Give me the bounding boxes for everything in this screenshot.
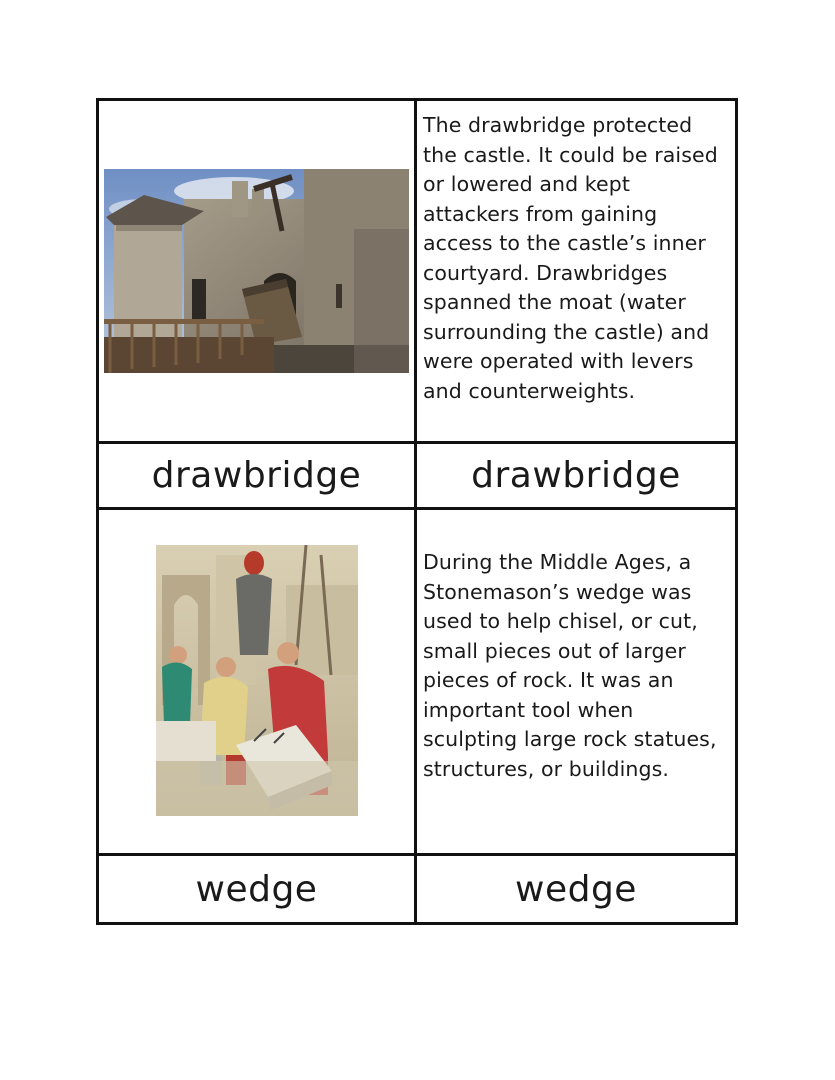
drawbridge-picture-cell — [99, 101, 417, 444]
wedge-description-cell — [417, 510, 735, 856]
wedge-picture-cell — [99, 510, 417, 856]
drawbridge-label-right: drawbridge — [471, 455, 681, 496]
drawbridge-label-left: drawbridge — [151, 455, 362, 496]
wedge-label-right: wedge — [515, 868, 637, 910]
wedge-label-cell-right — [417, 856, 735, 922]
castle-drawbridge-photo-icon — [104, 169, 409, 373]
drawbridge-label-cell-left — [99, 444, 417, 510]
three-part-cards-sheet — [96, 98, 738, 925]
stonemasons-painting-icon — [156, 545, 358, 816]
wedge-description: During the Middle Ages, a Stonemason’s wedge was used to help chisel, or cut, small pieces out of larger pieces of rock. It was an important tool when sculpting large rock statues, structures, or buildings. — [423, 550, 717, 781]
wedge-label-left: wedge — [195, 868, 318, 910]
drawbridge-description-cell — [417, 101, 735, 444]
drawbridge-label-cell-right — [417, 444, 735, 510]
wedge-label-cell-left — [99, 856, 417, 922]
drawbridge-description: The drawbridge protected the castle. It could be raised or lowered and kept attackers from gaining access to the castle’s inner courtyard. Drawbridges spanned the moat (water surrounding the castle) and were operated with levers and counterweights. — [423, 113, 718, 403]
